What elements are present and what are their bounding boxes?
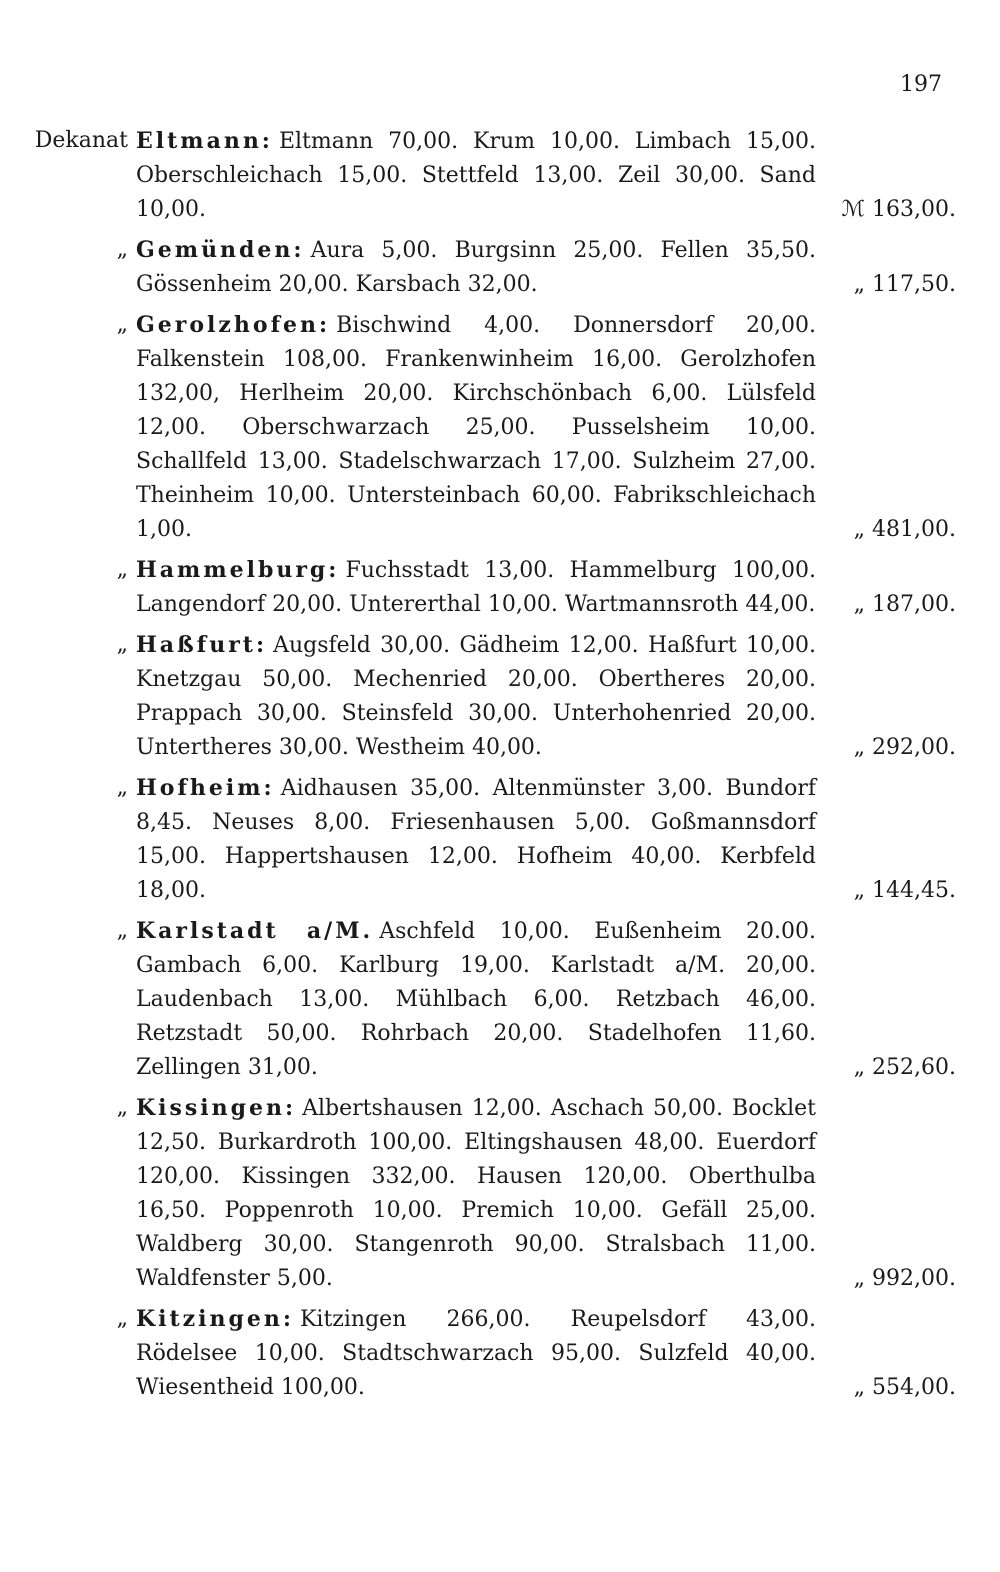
entry-eltmann: [0, 124, 1000, 227]
entry-kitzingen: [0, 1302, 1000, 1405]
entry-total: „ 144,45.: [853, 878, 956, 903]
entry-lead: „: [116, 632, 128, 657]
entry-text: Aschfeld 10,00. Eußenheim 20.00. Gambach 6,00. Karlburg 19,00. Karlstadt a/M. 20,00. Laudenbach 13,00. Mühlbach 6,00. Retzbach 46,00. Retzstadt 50,00. Rohrbach 20,00. Stadelhofen 11,60. Zellingen 31,00.: [136, 919, 816, 1080]
deanery-name: Kissingen:: [136, 1095, 297, 1121]
deanery-name: Karlstadt a/M.: [136, 918, 374, 944]
deanery-name: Kitzingen:: [136, 1306, 294, 1332]
deanery-name: Gemünden:: [136, 237, 305, 263]
entry-text: Albertshausen 12,00. Aschach 50,00. Bocklet 12,50. Burkardroth 100,00. Eltingshausen 48,00. Euerdorf 120,00. Kissingen 332,00. Hausen 120,00. Oberthulba 16,50. Poppenroth 10,00. Premich 10,00. Gefäll 25,00. Waldberg 30,00. Stangenroth 90,00. Stralsbach 11,00. Waldfenster 5,00.: [136, 1096, 816, 1291]
entry-text: Eltmann 70,00. Krum 10,00. Limbach 15,00. Oberschleichach 15,00. Stettfeld 13,00. Zeil 30,00. Sand 10,00.: [136, 129, 816, 222]
entry-lead: Dekanat: [34, 128, 128, 153]
entry-karlstadt: [0, 914, 1000, 1085]
entry-total: „ 292,00.: [853, 735, 956, 760]
entry-body: [136, 771, 816, 908]
deanery-name: Hammelburg:: [136, 557, 340, 583]
entry-body: [136, 914, 816, 1085]
entry-lead: „: [116, 1306, 128, 1331]
entry-body: [136, 233, 816, 302]
entry-body: [136, 553, 816, 622]
entry-lead: „: [116, 312, 128, 337]
entry-lead: „: [116, 1095, 128, 1120]
entry-hofheim: [0, 771, 1000, 908]
deanery-name: Gerolzhofen:: [136, 312, 331, 338]
entry-total: „ 117,50.: [853, 272, 956, 297]
entry-total: „ 187,00.: [853, 592, 956, 617]
entry-body: [136, 124, 816, 227]
entry-lead: „: [116, 237, 128, 262]
entry-hammelburg: [0, 553, 1000, 622]
entry-total: „ 554,00.: [853, 1375, 956, 1400]
entry-kissingen: [0, 1091, 1000, 1296]
entry-total: „ 992,00.: [853, 1266, 956, 1291]
entry-text: Fuchsstadt 13,00. Hammelburg 100,00. Langendorf 20,00. Untererthal 10,00. Wartmannsroth 44,00.: [136, 558, 816, 617]
entry-text: Aidhausen 35,00. Altenmünster 3,00. Bundorf 8,45. Neuses 8,00. Friesenhausen 5,00. Goßmannsdorf 15,00. Happertshausen 12,00. Hofheim 40,00. Kerbfeld 18,00.: [136, 776, 816, 903]
entry-hassfurt: [0, 628, 1000, 765]
entry-body: [136, 1302, 816, 1405]
entry-body: [136, 308, 816, 547]
entry-body: [136, 628, 816, 765]
entry-text: Bischwind 4,00. Donnersdorf 20,00. Falkenstein 108,00. Frankenwinheim 16,00. Gerolzhofen 132,00, Herlheim 20,00. Kirchschönbach 6,00. Lülsfeld 12,00. Oberschwarzach 25,00. Pusselsheim 10,00. Schallfeld 13,00. Stadelschwarzach 17,00. Sulzheim 27,00. Theinheim 10,00. Untersteinbach 60,00. Fabrikschleichach 1,00.: [136, 313, 816, 542]
entry-total: ℳ 163,00.: [841, 197, 956, 222]
deanery-name: Hofheim:: [136, 775, 275, 801]
page-number: 197: [900, 72, 942, 97]
entry-text: Kitzingen 266,00. Reupelsdorf 43,00. Rödelsee 10,00. Stadtschwarzach 95,00. Sulzfeld 40,00. Wiesentheid 100,00.: [136, 1307, 816, 1400]
entry-text: Augsfeld 30,00. Gädheim 12,00. Haßfurt 10,00. Knetzgau 50,00. Mechenried 20,00. Obertheres 20,00. Prappach 30,00. Steinsfeld 30,00. Unterhohenried 20,00. Untertheres 30,00. Westheim 40,00.: [136, 633, 816, 760]
entry-gemuenden: [0, 233, 1000, 302]
entry-lead: „: [116, 775, 128, 800]
entry-total: „ 252,60.: [853, 1055, 956, 1080]
deanery-name: Haßfurt:: [136, 632, 268, 658]
entry-text: Aura 5,00. Burgsinn 25,00. Fellen 35,50. Gössenheim 20,00. Karsbach 32,00.: [136, 238, 816, 297]
entry-lead: „: [116, 557, 128, 582]
entry-body: [136, 1091, 816, 1296]
deanery-list: [0, 124, 1000, 1411]
entry-gerolzhofen: [0, 308, 1000, 547]
deanery-name: Eltmann:: [136, 128, 273, 154]
entry-total: „ 481,00.: [853, 517, 956, 542]
entry-lead: „: [116, 918, 128, 943]
